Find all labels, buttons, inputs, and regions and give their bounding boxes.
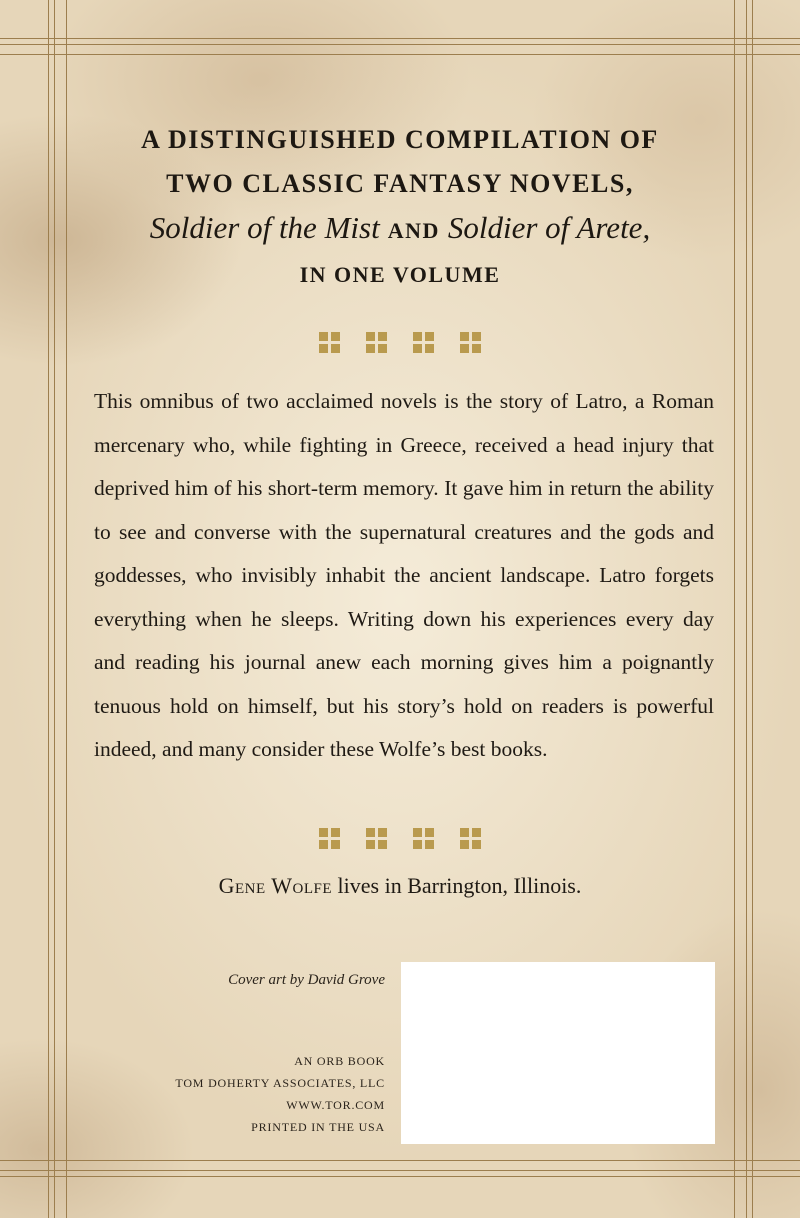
frame-line-bottom-edge (0, 1160, 800, 1161)
book-description: This omnibus of two acclaimed novels is the story of Latro, a Roman mercenary who, while fighting in Greece, received a head injury that deprived him of his short-term memory. It gave him in return the ability to see and converse with the supernatural creatures and the gods and goddesses, who invisibly inhabit the ancient landscape. Latro forgets everything when he sleeps. Writing down his experiences every day and reading his journal anew each morning gives him a poignantly tenuous hold on himself, but his story’s hold on readers is powerful indeed, and many consider these Wolfe’s best books. (94, 389, 714, 761)
ornament-row-top (0, 332, 800, 353)
publisher-company: TOM DOHERTY ASSOCIATES, LLC (175, 1076, 385, 1090)
title-soldier-of-arete: Soldier of Arete, (447, 210, 651, 245)
ornament-icon (366, 332, 387, 353)
ornament-icon (460, 828, 481, 849)
ornament-icon (319, 332, 340, 353)
title-soldier-of-the-mist: Soldier of the Mist (149, 210, 380, 245)
ornament-icon (460, 332, 481, 353)
frame-line-bottom-outer (0, 1176, 800, 1177)
headline-line-2: TWO CLASSIC FANTASY NOVELS, (166, 169, 634, 198)
barcode-area (401, 962, 715, 1144)
publisher-website: WWW.TOR.COM (286, 1098, 385, 1112)
author-location: lives in Barrington, Illinois. (332, 873, 582, 898)
author-name: Gene Wolfe (218, 873, 333, 898)
publisher-info (150, 1050, 385, 1138)
publisher-printed: PRINTED IN THE USA (251, 1120, 385, 1134)
frame-line-bottom-inner (0, 1170, 800, 1171)
ornament-row-bottom (0, 828, 800, 849)
frame-line-top-edge (0, 54, 800, 55)
ornament-icon (413, 332, 434, 353)
author-bio (0, 873, 800, 899)
frame-line-top-inner (0, 44, 800, 45)
ornament-icon (366, 828, 387, 849)
frame-line-top-outer (0, 38, 800, 39)
headline-line-4: IN ONE VOLUME (299, 262, 501, 287)
cover-art-credit: Cover art by David Grove (228, 972, 385, 988)
headline-conjunction: AND (387, 218, 440, 243)
ornament-icon (319, 828, 340, 849)
headline-titles (40, 206, 760, 253)
ornament-icon (413, 828, 434, 849)
headline (40, 118, 760, 297)
headline-line-1: A DISTINGUISHED COMPILATION OF (141, 125, 659, 154)
publisher-imprint: AN ORB BOOK (294, 1054, 385, 1068)
